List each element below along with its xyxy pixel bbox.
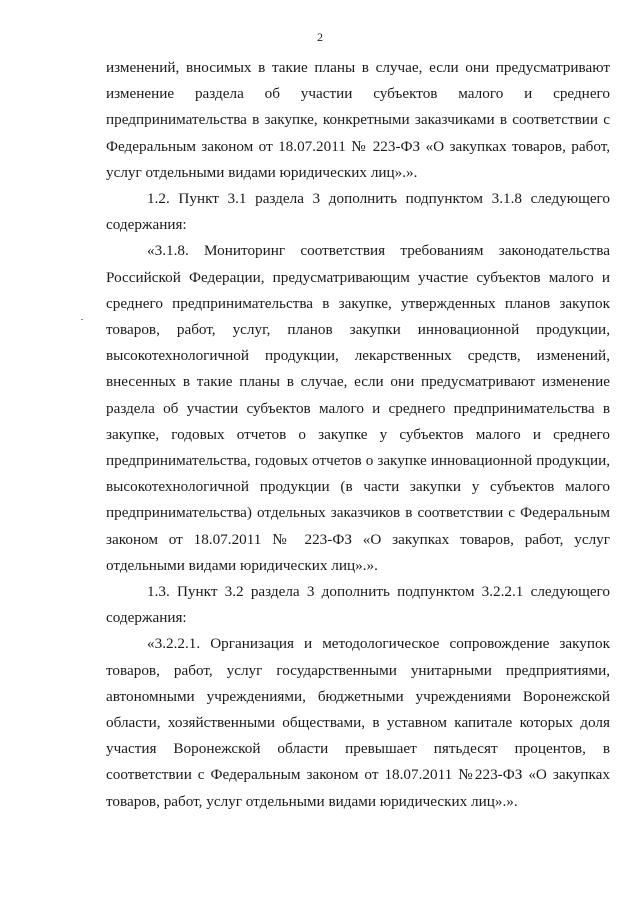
paragraph-quote-3-1-8: «3.1.8. Мониторинг соответствия требованиям законодательства Российской Федерации, предусматривающим участие субъектов малого и среднего предпринимательства в закупке, утвержденных планов закупок товаров, работ, услуг, планов закупки инновационной продукции, высокотехнологичной продукции, лекарственных средств, изменений, внесенных в такие планы в случае, если они предусматривают изменение раздела об участии субъектов малого и среднего предпринимательства в закупке, годовых отчетов о закупке у субъектов малого и среднего предпринимательства, годовых отчетов о закупке инновационной продукции, высокотехнологичной продукции (в части закупки у субъектов малого предпринимательства) отдельных заказчиков в соответствии с Федеральным законом от 18.07.2011 № 223-ФЗ «О закупках товаров, работ, услуг отдельными видами юридических лиц».». <box>106 242 610 574</box>
paragraph-item-1-2: 1.2. Пункт 3.1 раздела 3 дополнить подпунктом 3.1.8 следующего содержания: <box>106 190 610 234</box>
paragraph-item-1-3: 1.3. Пункт 3.2 раздела 3 дополнить подпунктом 3.2.2.1 следующего содержания: <box>106 583 610 627</box>
margin-mark <box>81 319 83 320</box>
paragraph-quote-3-2-2-1: «3.2.2.1. Организация и методологическое сопровождение закупок товаров, работ, услуг государственными унитарными предприятиями, автономными учреждениями, бюджетными учреждениями Воронежской области, хозяйственными обществами, в уставном капитале которых доля участия Воронежской области превышает пятьдесят процентов, в соответствии с Федеральным законом от 18.07.2011 №223-ФЗ «О закупках товаров, работ, услуг отдельными видами юридических лиц».». <box>106 635 610 810</box>
document-body <box>106 55 610 815</box>
paragraph-continuation: изменений, вносимых в такие планы в случае, если они предусматривают изменение раздела об участии субъектов малого и среднего предпринимательства в закупке, конкретными заказчиками в соответствии с Федеральным законом от 18.07.2011 № 223-ФЗ «О закупках товаров, работ, услуг отдельными видами юридических лиц».». <box>106 59 610 181</box>
page-number: 2 <box>317 30 323 44</box>
